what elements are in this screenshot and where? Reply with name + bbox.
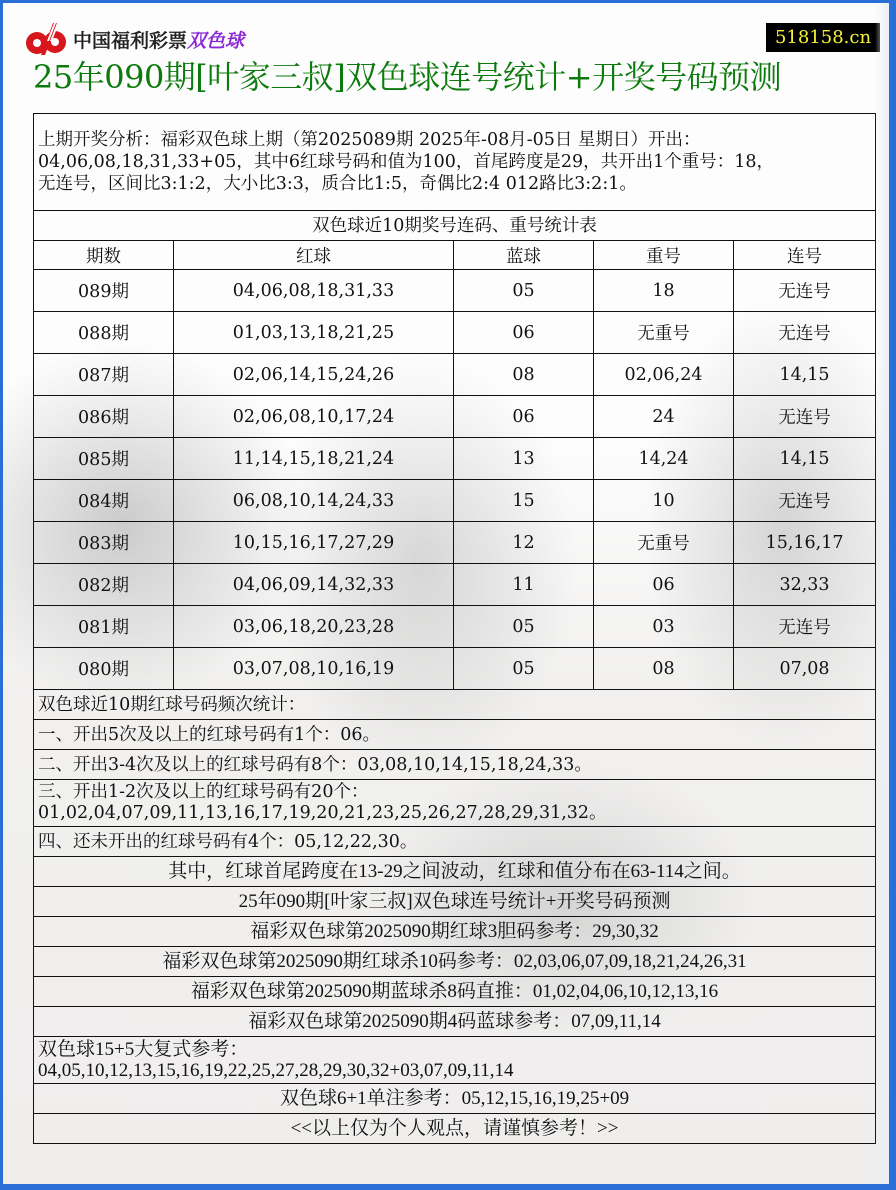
period-cell: 087期 (34, 354, 174, 396)
blue-cell: 05 (454, 648, 594, 690)
repeat-cell: 08 (594, 648, 734, 690)
repeat-cell: 02,06,24 (594, 354, 734, 396)
red-cell: 11,14,15,18,21,24 (174, 438, 454, 480)
repeat-cell: 无重号 (594, 522, 734, 564)
disclaimer: <<以上仅为个人观点，请谨慎参考！>> (34, 1114, 876, 1144)
blue-cell: 13 (454, 438, 594, 480)
period-cell: 082期 (34, 564, 174, 606)
page-title: 25年090期[叶家三叔]双色球连号统计+开奖号码预测 (33, 58, 782, 96)
page-frame (3, 3, 889, 1184)
period-cell: 086期 (34, 396, 174, 438)
period-cell: 083期 (34, 522, 174, 564)
blue-cell: 08 (454, 354, 594, 396)
last-draw-analysis (34, 114, 876, 211)
red-kill-10: 福彩双色球第2025090期红球杀10码参考：02,03,06,07,09,18,21,24,26,31 (34, 947, 876, 977)
frequency-title: 双色球近10期红球号码频次统计： (34, 690, 876, 720)
cwl-logo-icon (23, 21, 69, 57)
red-dan-3: 福彩双色球第2025090期红球3胆码参考：29,30,32 (34, 917, 876, 947)
single-reference: 双色球6+1单注参考：05,12,15,16,19,25+09 (34, 1084, 876, 1114)
frequency-item-1: 一、开出5次及以上的红球号码有1个：06。 (34, 720, 876, 750)
table-row (34, 480, 876, 522)
frequency-item-3 (34, 780, 876, 827)
table-row (34, 648, 876, 690)
red-cell: 04,06,09,14,32,33 (174, 564, 454, 606)
red-cell: 01,03,13,18,21,25 (174, 312, 454, 354)
table-row (34, 354, 876, 396)
consecutive-cell: 无连号 (734, 312, 876, 354)
table-row (34, 606, 876, 648)
table-row (34, 396, 876, 438)
frequency-item-2: 二、开出3-4次及以上的红球号码有8个：03,08,10,14,15,18,24,33。 (34, 750, 876, 780)
blue-cell: 12 (454, 522, 594, 564)
period-cell: 088期 (34, 312, 174, 354)
blue-cell: 05 (454, 606, 594, 648)
stats-table-title: 双色球近10期奖号连码、重号统计表 (34, 211, 876, 241)
period-cell: 080期 (34, 648, 174, 690)
content-table (33, 113, 876, 1144)
red-cell: 03,06,18,20,23,28 (174, 606, 454, 648)
logo-text: 中国福利彩票双色球 (73, 29, 245, 52)
frequency-item-3-label: 三、开出1-2次及以上的红球号码有20个： (38, 782, 369, 802)
consecutive-cell: 无连号 (734, 480, 876, 522)
range-note: 其中，红球首尾跨度在13-29之间波动，红球和值分布在63-114之间。 (34, 857, 876, 887)
red-cell: 04,06,08,18,31,33 (174, 270, 454, 312)
table-row (34, 438, 876, 480)
consecutive-cell: 无连号 (734, 606, 876, 648)
consecutive-cell: 14,15 (734, 354, 876, 396)
red-cell: 02,06,08,10,17,24 (174, 396, 454, 438)
table-row (34, 564, 876, 606)
complex-values: 04,05,10,12,13,15,16,19,22,25,27,28,29,30,32+03,07,09,11,14 (38, 1060, 514, 1081)
red-cell: 02,06,14,15,24,26 (174, 354, 454, 396)
col-header-consecutive: 连号 (734, 241, 876, 270)
repeat-cell: 03 (594, 606, 734, 648)
period-cell: 081期 (34, 606, 174, 648)
period-cell: 084期 (34, 480, 174, 522)
site-badge[interactable]: 518158.cn (766, 23, 880, 52)
consecutive-cell: 14,15 (734, 438, 876, 480)
col-header-period: 期数 (34, 241, 174, 270)
complex-reference (34, 1037, 876, 1084)
table-row (34, 522, 876, 564)
period-cell: 085期 (34, 438, 174, 480)
repeat-cell: 无重号 (594, 312, 734, 354)
analysis-line-2: 04,06,08,18,31,33+05，其中6红球号码和值为100，首尾跨度是29，共开出1个重号：18， (38, 152, 775, 172)
blue-cell: 05 (454, 270, 594, 312)
blue-cell: 11 (454, 564, 594, 606)
consecutive-cell: 无连号 (734, 270, 876, 312)
welfare-lottery-logo (23, 21, 244, 57)
table-header-row (34, 241, 876, 270)
period-cell: 089期 (34, 270, 174, 312)
blue-cell: 06 (454, 396, 594, 438)
analysis-row (34, 114, 876, 211)
col-header-repeat: 重号 (594, 241, 734, 270)
red-cell: 06,08,10,14,24,33 (174, 480, 454, 522)
col-header-red: 红球 (174, 241, 454, 270)
table-row (34, 312, 876, 354)
table-row (34, 270, 876, 312)
frequency-item-4: 四、还未开出的红球号码有4个：05,12,22,30。 (34, 827, 876, 857)
consecutive-cell: 无连号 (734, 396, 876, 438)
red-cell: 03,07,08,10,16,19 (174, 648, 454, 690)
col-header-blue: 蓝球 (454, 241, 594, 270)
consecutive-cell: 15,16,17 (734, 522, 876, 564)
analysis-line-3: 无连号，区间比3:1:2，大小比3:3，质合比1:5，奇偶比2:4 012路比3:2:1。 (38, 174, 637, 194)
logo-ssq-text: 双色球 (187, 29, 245, 52)
repeat-cell: 14,24 (594, 438, 734, 480)
blue-kill-8: 福彩双色球第2025090期蓝球杀8码直推：01,02,04,06,10,12,13,16 (34, 977, 876, 1007)
repeat-cell: 18 (594, 270, 734, 312)
complex-label: 双色球15+5大复式参考： (38, 1039, 249, 1060)
repeat-cell: 06 (594, 564, 734, 606)
red-cell: 10,15,16,17,27,29 (174, 522, 454, 564)
frequency-item-3-values: 01,02,04,07,09,11,13,16,17,19,20,21,23,25,26,27,28,29,31,32。 (38, 803, 607, 823)
repeat-cell: 24 (594, 396, 734, 438)
consecutive-cell: 32,33 (734, 564, 876, 606)
prediction-subtitle: 25年090期[叶家三叔]双色球连号统计+开奖号码预测 (34, 887, 876, 917)
blue-cell: 15 (454, 480, 594, 522)
repeat-cell: 10 (594, 480, 734, 522)
blue-4: 福彩双色球第2025090期4码蓝球参考：07,09,11,14 (34, 1007, 876, 1037)
analysis-line-1: 上期开奖分析：福彩双色球上期（第2025089期 2025年-08月-05日 星期日）开出： (38, 130, 701, 150)
consecutive-cell: 07,08 (734, 648, 876, 690)
blue-cell: 06 (454, 312, 594, 354)
